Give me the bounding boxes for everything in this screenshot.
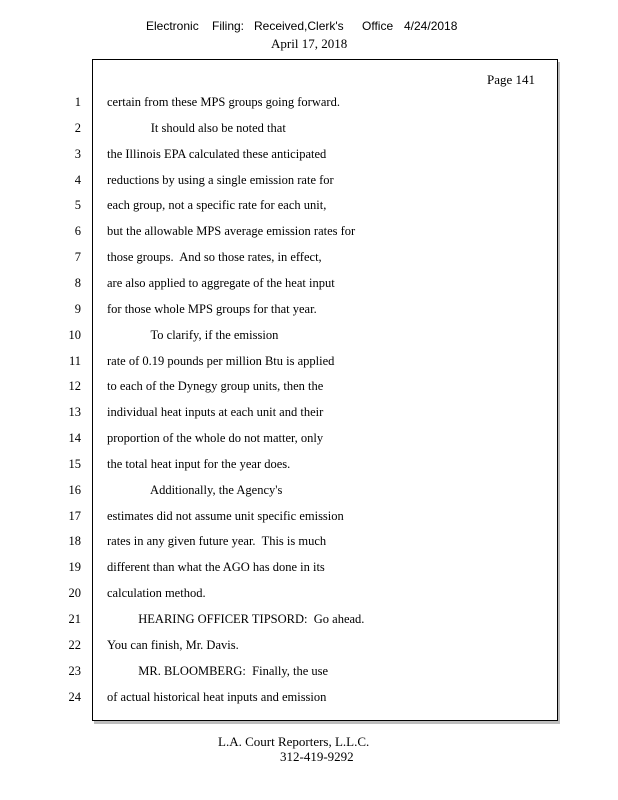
transcript-line bbox=[0, 147, 560, 163]
line-number: 14 bbox=[68, 431, 81, 446]
line-text: It should also be noted that bbox=[107, 120, 286, 135]
transcript-line bbox=[0, 224, 560, 240]
transcript-line bbox=[0, 354, 560, 370]
transcript-line bbox=[0, 690, 560, 706]
line-text: certain from these MPS groups going forward. bbox=[107, 95, 340, 109]
transcript-line bbox=[0, 405, 560, 421]
transcript-line bbox=[0, 431, 560, 447]
line-text: HEARING OFFICER TIPSORD: Go ahead. bbox=[107, 612, 365, 626]
transcript-line bbox=[0, 379, 560, 395]
line-number: 18 bbox=[68, 534, 81, 549]
line-number: 2 bbox=[74, 120, 81, 135]
stamp-word: Office bbox=[362, 19, 394, 33]
line-number: 1 bbox=[74, 95, 81, 109]
line-number: 10 bbox=[68, 327, 81, 342]
transcript-line bbox=[0, 509, 560, 525]
line-text: for those whole MPS groups for that year. bbox=[107, 301, 317, 316]
line-number: 11 bbox=[68, 353, 81, 368]
transcript-line bbox=[0, 198, 560, 214]
stamp-word: Received,Clerk's bbox=[254, 19, 344, 33]
line-text: the Illinois EPA calculated these anticipated bbox=[107, 146, 327, 161]
line-number: 5 bbox=[74, 198, 81, 213]
line-text: those groups. And so those rates, in effect, bbox=[107, 250, 322, 265]
line-number: 15 bbox=[68, 456, 81, 471]
line-text: rate of 0.19 pounds per million Btu is applied bbox=[107, 353, 335, 368]
line-text: proportion of the whole do not matter, only bbox=[107, 431, 324, 446]
transcript-line bbox=[0, 612, 560, 628]
line-text: To clarify, if the emission bbox=[107, 327, 279, 342]
line-number: 23 bbox=[68, 663, 81, 678]
line-text: to each of the Dynegy group units, then the bbox=[107, 379, 324, 394]
line-number: 4 bbox=[74, 172, 81, 187]
stamp-word: Electronic bbox=[146, 19, 199, 33]
transcript-line bbox=[0, 121, 560, 137]
transcript-line bbox=[0, 95, 560, 111]
line-text: of actual historical heat inputs and emission bbox=[107, 689, 327, 704]
transcript-line bbox=[0, 276, 560, 292]
line-number: 6 bbox=[74, 224, 81, 239]
line-number: 16 bbox=[68, 482, 81, 497]
line-text: rates in any given future year. This is much bbox=[107, 534, 327, 549]
transcript-line bbox=[0, 250, 560, 266]
line-text: the total heat input for the year does. bbox=[107, 456, 291, 471]
transcript-line bbox=[0, 173, 560, 189]
line-number: 7 bbox=[74, 250, 81, 265]
transcript-line bbox=[0, 664, 560, 680]
transcript-line bbox=[0, 560, 560, 576]
transcript-line bbox=[0, 302, 560, 318]
line-text: are also applied to aggregate of the heat input bbox=[107, 275, 335, 290]
transcript-line bbox=[0, 483, 560, 499]
line-number: 24 bbox=[68, 689, 81, 704]
line-text: estimates did not assume unit specific emission bbox=[107, 508, 344, 523]
page-number: Page 141 bbox=[487, 72, 536, 87]
line-number: 12 bbox=[68, 379, 81, 394]
line-text: each group, not a specific rate for each unit, bbox=[107, 198, 327, 213]
hearing-date: April 17, 2018 bbox=[271, 36, 348, 51]
line-text: You can finish, Mr. Davis. bbox=[107, 637, 239, 652]
line-number: 19 bbox=[68, 560, 81, 575]
line-number: 20 bbox=[68, 586, 81, 601]
line-number: 22 bbox=[68, 637, 81, 652]
transcript-line bbox=[0, 586, 560, 602]
transcript-line bbox=[0, 328, 560, 344]
line-number: 3 bbox=[74, 146, 81, 161]
line-number: 9 bbox=[74, 301, 81, 316]
transcript-line bbox=[0, 638, 560, 654]
line-number: 13 bbox=[68, 405, 81, 420]
line-number: 17 bbox=[68, 508, 81, 523]
line-text: Additionally, the Agency's bbox=[107, 482, 283, 497]
footer-company: L.A. Court Reporters, L.L.C. bbox=[218, 734, 370, 749]
transcript-line bbox=[0, 534, 560, 550]
line-number: 8 bbox=[74, 275, 81, 290]
line-text: different than what the AGO has done in its bbox=[107, 560, 325, 575]
footer-phone: 312-419-9292 bbox=[280, 749, 354, 764]
line-text: calculation method. bbox=[107, 586, 206, 601]
stamp-date: 4/24/2018 bbox=[404, 19, 458, 33]
transcript-line bbox=[0, 457, 560, 473]
line-text: reductions by using a single emission rate for bbox=[107, 172, 334, 187]
line-number: 21 bbox=[68, 612, 81, 626]
line-text: MR. BLOOMBERG: Finally, the use bbox=[107, 663, 329, 678]
stamp-word: Filing: bbox=[212, 19, 245, 33]
line-text: but the allowable MPS average emission rates for bbox=[107, 224, 356, 239]
line-text: individual heat inputs at each unit and their bbox=[107, 405, 324, 420]
